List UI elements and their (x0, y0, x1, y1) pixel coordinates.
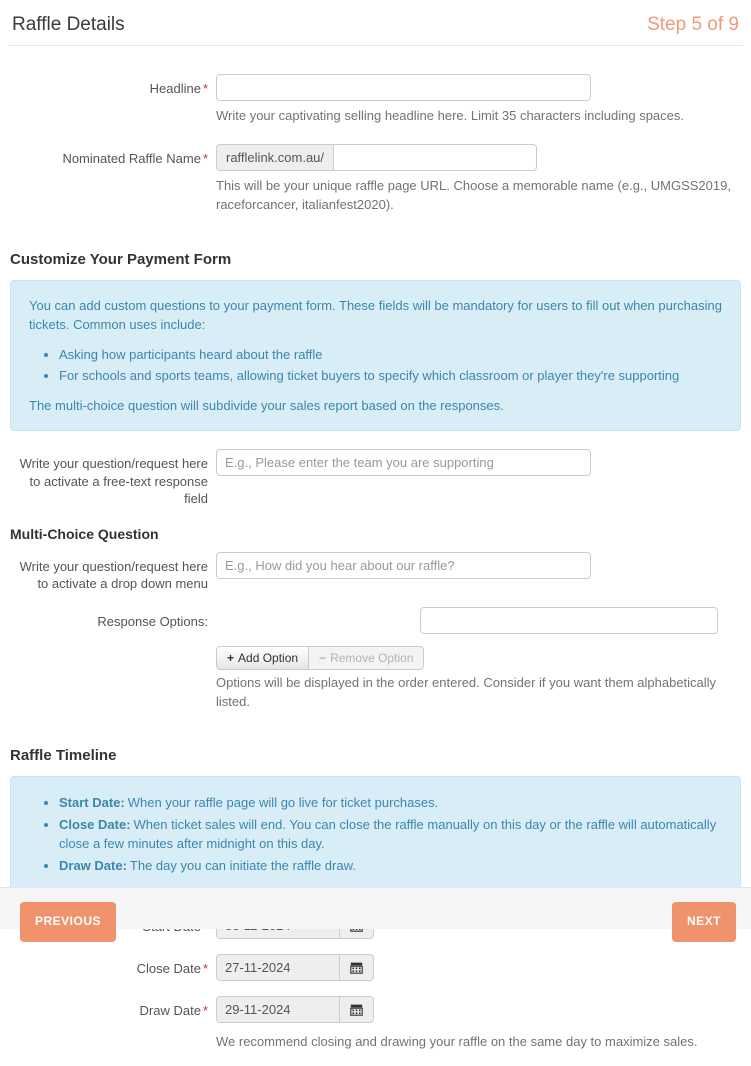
url-prefix-addon: rafflelink.com.au/ (216, 144, 333, 171)
dropdown-question-row (8, 552, 743, 593)
draw-date-calendar-button[interactable] (340, 996, 374, 1023)
required-asterisk: * (202, 81, 208, 96)
timeline-info-bullet: • Start Date: When your raffle page will go live for ticket purchases. (59, 793, 722, 813)
remove-option-button[interactable]: − Remove Option (309, 646, 424, 670)
free-text-question-input[interactable] (216, 449, 591, 476)
payment-info-bullet: • For schools and sports teams, allowing ticket buyers to specify which classroom or player they're supporting (59, 366, 722, 386)
raffle-name-input[interactable] (333, 144, 537, 171)
dropdown-question-input[interactable] (216, 552, 591, 579)
close-date-row (8, 954, 743, 981)
dropdown-question-label: Write your question/request here to activate a drop down menu (19, 558, 208, 592)
close-date-input[interactable] (216, 954, 340, 981)
raffle-name-row (8, 144, 743, 229)
previous-button[interactable]: PREVIOUS (20, 902, 116, 942)
payment-info-intro: You can add custom questions to your payment form. These fields will be mandatory for users to fill out when purchasing tickets. Common uses include: (29, 297, 722, 333)
page-title: Raffle Details (12, 14, 125, 35)
timeline-heading: Raffle Timeline (10, 747, 117, 765)
draw-date-label: Draw Date (139, 1003, 201, 1019)
timeline-help: We recommend closing and drawing your raffle on the same day to maximize sales. (216, 1034, 698, 1050)
close-date-calendar-button[interactable] (340, 954, 374, 981)
timeline-info-box (10, 776, 741, 892)
draw-date-row (8, 996, 743, 1066)
timeline-info-bullet: • Close Date: When ticket sales will end. You can close the raffle manually on this day or the raffle will automatically close a few minutes after midnight on this day. (59, 815, 722, 854)
step-indicator: Step 5 of 9 (647, 14, 739, 35)
headline-input[interactable] (216, 74, 591, 101)
page-header (8, 0, 743, 46)
response-options-label: Response Options: (97, 613, 208, 629)
draw-date-input[interactable] (216, 996, 340, 1023)
response-options-help: Options will be displayed in the order entered. Consider if you want them alphabetically listed. (216, 674, 717, 709)
minus-icon (319, 651, 330, 665)
headline-row (8, 74, 743, 140)
required-asterisk: * (202, 961, 208, 977)
payment-info-box (10, 280, 741, 432)
free-text-question-label: Write your question/request here to activate a free-text response field (19, 456, 208, 507)
headline-help: Write your captivating selling headline here. Limit 35 characters including spaces. (216, 108, 685, 123)
headline-label: Headline (149, 81, 201, 96)
add-option-button[interactable]: + Add Option (216, 646, 309, 670)
calendar-icon (350, 961, 363, 974)
plus-icon (227, 651, 238, 665)
wizard-footer (0, 887, 751, 929)
next-button[interactable]: NEXT (672, 902, 736, 942)
free-text-question-row (8, 449, 743, 508)
payment-form-heading: Customize Your Payment Form (10, 250, 232, 268)
calendar-icon (350, 1003, 363, 1016)
required-asterisk: * (202, 1003, 208, 1019)
payment-info-bullet: • Asking how participants heard about the raffle (59, 345, 722, 365)
payment-info-outro: The multi-choice question will subdivide your sales report based on the responses. (29, 397, 504, 413)
timeline-info-bullet: • Draw Date: The day you can initiate the raffle draw. (59, 856, 722, 876)
raffle-name-help: This will be your unique raffle page URL. Choose a memorable name (e.g., UMGSS2019, raceforcancer, italianfest2020). (216, 177, 731, 212)
response-option-input[interactable] (420, 607, 718, 634)
required-asterisk: * (202, 150, 208, 166)
response-options-row (8, 607, 743, 726)
multi-choice-heading: Multi-Choice Question (10, 525, 159, 542)
close-date-label: Close Date (136, 961, 201, 977)
raffle-name-label: Nominated Raffle Name (62, 150, 201, 166)
